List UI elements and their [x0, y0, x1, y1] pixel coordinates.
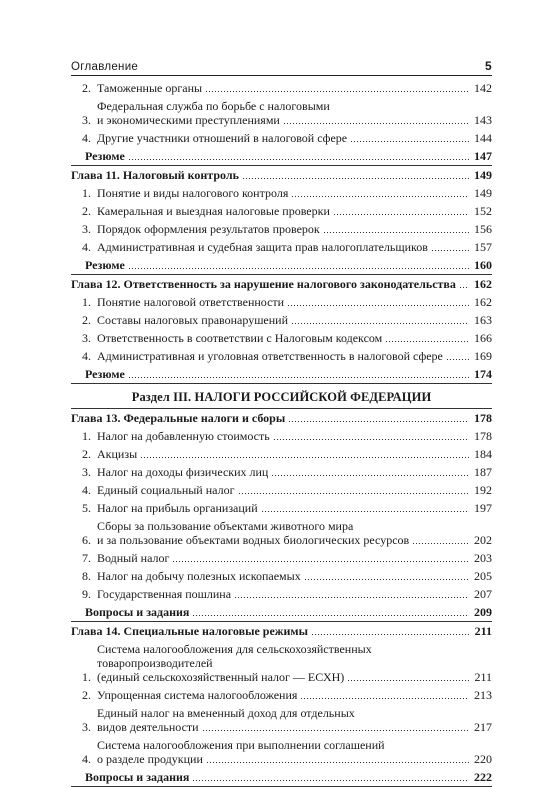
toc-item-row[interactable] — [71, 238, 492, 256]
item-title: Ответственность в соответствии с Налоговым кодексом — [97, 331, 383, 345]
item-title: и за пользование объектами водных биологических ресурсов — [97, 533, 410, 547]
table-of-contents — [71, 79, 492, 787]
item-title: Налог на доходы физических лиц — [97, 465, 269, 479]
item-text-block — [97, 222, 492, 236]
item-text-block — [97, 738, 492, 766]
item-title: Система налогообложения для сельскохозяйственных — [97, 642, 372, 656]
item-line — [97, 465, 492, 479]
item-title: и экономическими преступлениями — [97, 113, 280, 127]
page-ref: 174 — [474, 367, 492, 381]
item-line — [97, 533, 492, 547]
dot-leader — [311, 634, 469, 635]
toc-group — [71, 640, 492, 768]
item-text-block — [97, 131, 492, 145]
dot-leader — [291, 196, 469, 197]
item-title: Федеральная служба по борьбе с налоговыми — [97, 99, 330, 113]
item-title: Единый социальный налог — [97, 483, 235, 497]
item-number: 4. — [82, 131, 91, 145]
item-title: Единый налог на вмененный доход для отдельных — [97, 706, 355, 720]
toc-resume-row[interactable] — [71, 147, 492, 166]
dot-leader — [459, 287, 469, 288]
toc-chapter-row[interactable] — [71, 622, 492, 640]
toc-item-row[interactable] — [71, 585, 492, 603]
questions-label: Вопросы и задания — [85, 605, 190, 619]
toc-item-row[interactable] — [71, 184, 492, 202]
resume-label: Резюме — [85, 258, 125, 272]
dot-leader — [283, 123, 469, 124]
dot-leader — [347, 680, 469, 681]
item-text-block — [97, 429, 492, 443]
toc-item-row[interactable] — [71, 445, 492, 463]
item-line — [97, 720, 492, 734]
dot-leader — [128, 268, 469, 269]
item-number: 3. — [82, 222, 91, 236]
item-line — [97, 447, 492, 461]
dot-leader — [192, 780, 469, 781]
page-ref: 147 — [474, 149, 492, 163]
item-number: 1. — [82, 186, 91, 200]
toc-item-row[interactable] — [71, 79, 492, 97]
item-number: 8. — [82, 569, 91, 583]
item-line — [97, 551, 492, 565]
item-title: Налог на прибыль организаций — [97, 501, 258, 515]
item-text-block — [97, 99, 492, 127]
dot-leader — [238, 493, 470, 494]
toc-chapter-row[interactable] — [71, 166, 492, 184]
page-ref: 209 — [474, 605, 492, 619]
page-ref: 202 — [474, 533, 492, 547]
dot-leader — [205, 91, 469, 92]
toc-chapter-row[interactable] — [71, 409, 492, 427]
dot-leader — [192, 615, 469, 616]
dot-leader — [261, 511, 469, 512]
toc-item-row[interactable] — [71, 686, 492, 704]
item-line — [97, 331, 492, 345]
item-text-block — [97, 501, 492, 515]
item-title: Таможенные органы — [97, 81, 203, 95]
item-number: 1. — [82, 295, 91, 309]
item-number: 2. — [82, 204, 91, 218]
item-title: Водный налог — [97, 551, 170, 565]
page-ref: 149 — [474, 168, 492, 182]
item-line — [97, 295, 492, 309]
item-title: Система налогообложения при выполнении соглашений — [97, 738, 385, 752]
item-number: 3. — [82, 331, 91, 345]
dot-leader — [304, 579, 469, 580]
dot-leader — [202, 730, 469, 731]
page-number: 5 — [485, 59, 492, 73]
item-title: товаропроизводителей — [97, 656, 213, 670]
item-text-block — [97, 331, 492, 345]
page-ref: 149 — [474, 186, 492, 200]
dot-leader — [140, 457, 469, 458]
item-text-block — [97, 349, 492, 363]
dot-leader — [242, 178, 469, 179]
item-text-block — [97, 81, 492, 95]
page-ref: 144 — [474, 131, 492, 145]
item-title: (единый сельскохозяйственный налог — ЕСХН) — [97, 670, 345, 684]
item-title: Порядок оформления результатов проверок — [97, 222, 320, 236]
item-text-block — [97, 447, 492, 461]
page-ref: 211 — [474, 624, 492, 638]
item-line — [97, 313, 492, 327]
dot-leader — [431, 250, 469, 251]
page-ref: 169 — [474, 349, 492, 363]
toc-item-row[interactable] — [71, 481, 492, 499]
toc-item-row[interactable] — [71, 347, 492, 365]
item-text-block — [97, 587, 492, 601]
toc-item-row[interactable] — [71, 293, 492, 311]
item-line — [97, 429, 492, 443]
dot-leader — [333, 214, 469, 215]
item-text-block — [97, 688, 492, 702]
page-ref: 162 — [474, 295, 492, 309]
item-number: 3. — [82, 465, 91, 479]
page-ref: 143 — [474, 113, 492, 127]
page-ref: 142 — [474, 81, 492, 95]
item-number: 7. — [82, 551, 91, 565]
dot-leader — [288, 421, 469, 422]
page-ref: 205 — [474, 569, 492, 583]
item-line — [97, 706, 492, 720]
page-ref: 213 — [474, 688, 492, 702]
item-line — [97, 569, 492, 583]
toc-group — [71, 293, 492, 365]
item-text-block — [97, 465, 492, 479]
item-line — [97, 688, 492, 702]
toc-chapter-row[interactable] — [71, 275, 492, 293]
dot-leader — [446, 359, 469, 360]
page-ref: 163 — [474, 313, 492, 327]
dot-leader — [323, 232, 469, 233]
page-ref: 184 — [474, 447, 492, 461]
item-number: 9. — [82, 587, 91, 601]
item-title: Налог на добычу полезных ископаемых — [97, 569, 301, 583]
toc-item-row[interactable] — [71, 427, 492, 445]
item-number: 2. — [82, 447, 91, 461]
page-ref: 220 — [474, 752, 492, 766]
toc-item-row[interactable] — [71, 567, 492, 585]
page-ref: 178 — [474, 411, 492, 425]
page-ref: 217 — [474, 720, 492, 734]
item-title: Акцизы — [97, 447, 138, 461]
item-number: 1. — [82, 670, 91, 684]
item-line — [97, 113, 492, 127]
dot-leader — [172, 561, 469, 562]
toc-resume-row[interactable] — [71, 256, 492, 275]
item-text-block — [97, 706, 492, 734]
toc-item-row[interactable] — [71, 549, 492, 567]
toc-item-row[interactable] — [71, 220, 492, 238]
toc-item-row[interactable] — [71, 311, 492, 329]
item-number: 4. — [82, 752, 91, 766]
item-number: 3. — [82, 113, 91, 127]
page-ref: 162 — [474, 277, 492, 291]
item-text-block — [97, 295, 492, 309]
dot-leader — [350, 141, 469, 142]
toc-item-row[interactable] — [71, 704, 492, 736]
dot-leader — [287, 305, 469, 306]
item-line — [97, 519, 492, 533]
page-ref: 187 — [474, 465, 492, 479]
page-ref: 157 — [474, 240, 492, 254]
item-number: 2. — [82, 313, 91, 327]
dot-leader — [385, 341, 469, 342]
page-ref: 197 — [474, 501, 492, 515]
chapter-title: Глава 13. Федеральные налоги и сборы — [71, 411, 286, 425]
item-text-block — [97, 551, 492, 565]
section-title[interactable]: Раздел III. НАЛОГИ РОССИЙСКОЙ ФЕДЕРАЦИИ — [131, 390, 432, 404]
dot-leader — [412, 543, 469, 544]
resume-label: Резюме — [85, 149, 125, 163]
item-line — [97, 587, 492, 601]
page-ref: 160 — [474, 258, 492, 272]
page-ref: 166 — [474, 331, 492, 345]
chapter-title: Глава 12. Ответственность за нарушение налогового законодательства — [71, 277, 456, 291]
page-ref: 178 — [474, 429, 492, 443]
page-header — [71, 57, 492, 73]
item-title: Налог на добавленную стоимость — [97, 429, 270, 443]
item-number: 1. — [82, 429, 91, 443]
toc-item-row[interactable] — [71, 202, 492, 220]
chapter-title: Глава 11. Налоговый контроль — [71, 168, 239, 182]
page-ref: 207 — [474, 587, 492, 601]
item-number: 3. — [82, 720, 91, 734]
item-text-block — [97, 569, 492, 583]
running-title: Оглавление — [71, 61, 139, 73]
item-line — [97, 204, 492, 218]
item-line — [97, 483, 492, 497]
item-text-block — [97, 204, 492, 218]
toc-item-row[interactable] — [71, 499, 492, 517]
item-title: Государственная пошлина — [97, 587, 232, 601]
item-line — [97, 349, 492, 363]
item-number: 4. — [82, 483, 91, 497]
item-line — [97, 642, 492, 656]
item-number: 2. — [82, 81, 91, 95]
toc-item-row[interactable] — [71, 517, 492, 549]
toc-item-row[interactable] — [71, 97, 492, 129]
item-line — [97, 240, 492, 254]
toc-item-row[interactable] — [71, 463, 492, 481]
toc-group — [71, 184, 492, 256]
item-title: Понятие и виды налогового контроля — [97, 186, 289, 200]
item-number: 4. — [82, 240, 91, 254]
item-line — [97, 81, 492, 95]
page-ref: 211 — [474, 670, 492, 684]
questions-label: Вопросы и задания — [85, 770, 190, 784]
item-text-block — [97, 240, 492, 254]
dot-leader — [273, 439, 469, 440]
dot-leader — [206, 762, 469, 763]
item-title: Понятие налоговой ответственности — [97, 295, 285, 309]
item-line — [97, 131, 492, 145]
page-ref: 222 — [474, 770, 492, 784]
item-text-block — [97, 642, 492, 684]
toc-questions-row[interactable] — [71, 603, 492, 622]
item-text-block — [97, 519, 492, 547]
item-line — [97, 670, 492, 684]
item-title: видов деятельности — [97, 720, 199, 734]
item-line — [97, 738, 492, 752]
toc-resume-row[interactable] — [71, 365, 492, 384]
item-number: 4. — [82, 349, 91, 363]
dot-leader — [271, 475, 469, 476]
toc-item-row[interactable] — [71, 640, 492, 686]
page-ref: 192 — [474, 483, 492, 497]
item-number: 2. — [82, 688, 91, 702]
dot-leader — [234, 597, 469, 598]
item-title: о разделе продукции — [97, 752, 203, 766]
item-title: Сборы за пользование объектами животного мира — [97, 519, 354, 533]
item-number: 5. — [82, 501, 91, 515]
header-rule — [71, 75, 492, 76]
item-line — [97, 501, 492, 515]
page-ref: 152 — [474, 204, 492, 218]
dot-leader — [300, 698, 469, 699]
item-text-block — [97, 186, 492, 200]
resume-label: Резюме — [85, 367, 125, 381]
toc-group — [71, 427, 492, 603]
toc-group — [71, 79, 492, 147]
item-title: Другие участники отношений в налоговой сфере — [97, 131, 348, 145]
page-ref: 203 — [474, 551, 492, 565]
toc-item-row[interactable] — [71, 736, 492, 768]
page-ref: 156 — [474, 222, 492, 236]
item-title: Составы налоговых правонарушений — [97, 313, 289, 327]
item-line — [97, 99, 492, 113]
dot-leader — [128, 159, 469, 160]
item-text-block — [97, 483, 492, 497]
toc-item-row[interactable] — [71, 329, 492, 347]
item-line — [97, 186, 492, 200]
item-number: 6. — [82, 533, 91, 547]
toc-item-row[interactable] — [71, 129, 492, 147]
chapter-title: Глава 14. Специальные налоговые режимы — [71, 624, 308, 638]
item-title: Административная и судебная защита прав налогоплательщиков — [97, 240, 428, 254]
item-title: Упрощенная система налогообложения — [97, 688, 298, 702]
item-line — [97, 752, 492, 766]
item-line — [97, 656, 492, 670]
dot-leader — [291, 323, 469, 324]
dot-leader — [128, 377, 469, 378]
item-line — [97, 222, 492, 236]
item-text-block — [97, 313, 492, 327]
item-title: Камеральная и выездная налоговые проверки — [97, 204, 330, 218]
item-title: Административная и уголовная ответственность в налоговой сфере — [97, 349, 443, 363]
toc-questions-row[interactable] — [71, 768, 492, 787]
